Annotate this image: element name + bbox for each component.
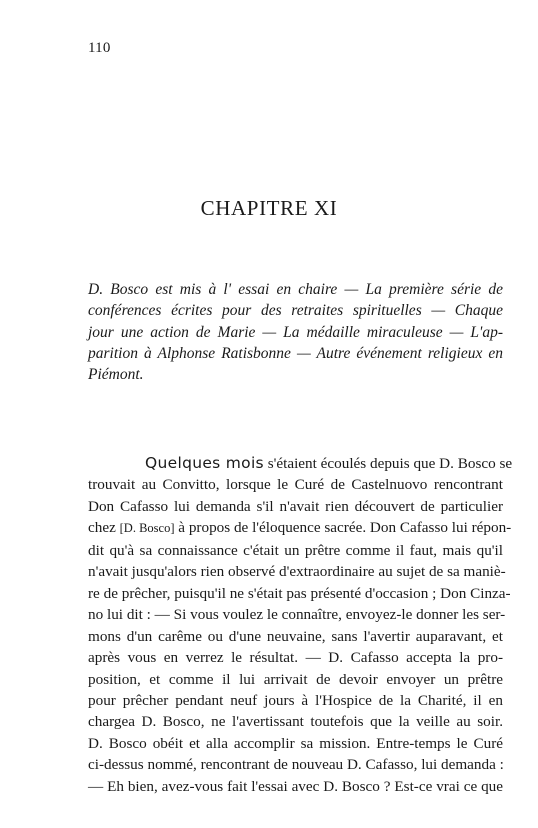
body-line: chargea D. Bosco, ne l'avertissant toutefois que la veille au soir. [88,713,503,731]
body-line-text: chez [88,519,120,537]
body-line-text: à propos de l'éloquence sacrée. Don Cafasso lui répon- [174,519,512,537]
summary-line: jour une action de Marie — La médaille miraculeuse — L'ap- [88,323,503,341]
body-line: dit qu'à sa connaissance c'était un prêtre comme il faut, mais qu'il [88,541,503,559]
opening-words: Quelques mois [145,454,264,472]
body-line: no lui dit : — Si vous voulez le connaître, envoyez-le donner les ser- [88,606,506,624]
chapter-title: CHAPITRE XI [200,196,338,220]
body-line: D. Bosco obéit et alla accomplir sa mission. Entre-temps le Curé [88,734,503,752]
summary-line: D. Bosco est mis à l' essai en chaire — La première série de [88,281,503,298]
body-line: mons d'un carême ou d'une neuvaine, sans l'avertir auparavant, et [88,627,503,645]
body-paragraph [88,453,513,797]
summary-line: Piémont. [88,366,144,384]
body-line: après vous en verrez le résultat. — D. Cafasso accepta la pro- [88,649,503,667]
chapter-summary [88,279,503,385]
body-line: trouvait au Convitto, lorsque le Curé de Castelnuovo rencontrant [88,476,503,494]
page-number: 110 [88,40,111,56]
body-line: ci-dessus nommé, rencontrant de nouveau D. Cafasso, lui demanda : [88,756,504,774]
body-line: — Eh bien, avez-vous fait l'essai avec D. Bosco ? Est-ce vrai ce que [88,777,503,795]
body-line: n'avait jusqu'alors rien observé d'extraordinaire au sujet de sa maniè- [88,563,506,581]
body-line: pour prêcher pendant neuf jours à l'Hospice de la Charité, il en [88,691,503,709]
editorial-bracket: [D. Bosco] [119,521,175,536]
body-line: Don Cafasso lui demanda s'il n'avait rien découvert de particulier [88,497,503,515]
body-line-text: s'étaient écoulés depuis que D. Bosco se [263,455,513,472]
body-line [88,517,512,539]
body-line: re de prêcher, puisqu'il ne s'était pas présenté d'occasion ; Don Cinza- [88,584,511,602]
body-line: position, et comme il lui arrivait de devoir envoyer un prêtre [88,670,503,688]
body-line [88,453,513,474]
summary-line: parition à Alphonse Ratisbonne — Autre événement religieux en [88,344,503,362]
summary-line: conférences écrites pour des retraites spirituelles — Chaque [88,302,503,320]
